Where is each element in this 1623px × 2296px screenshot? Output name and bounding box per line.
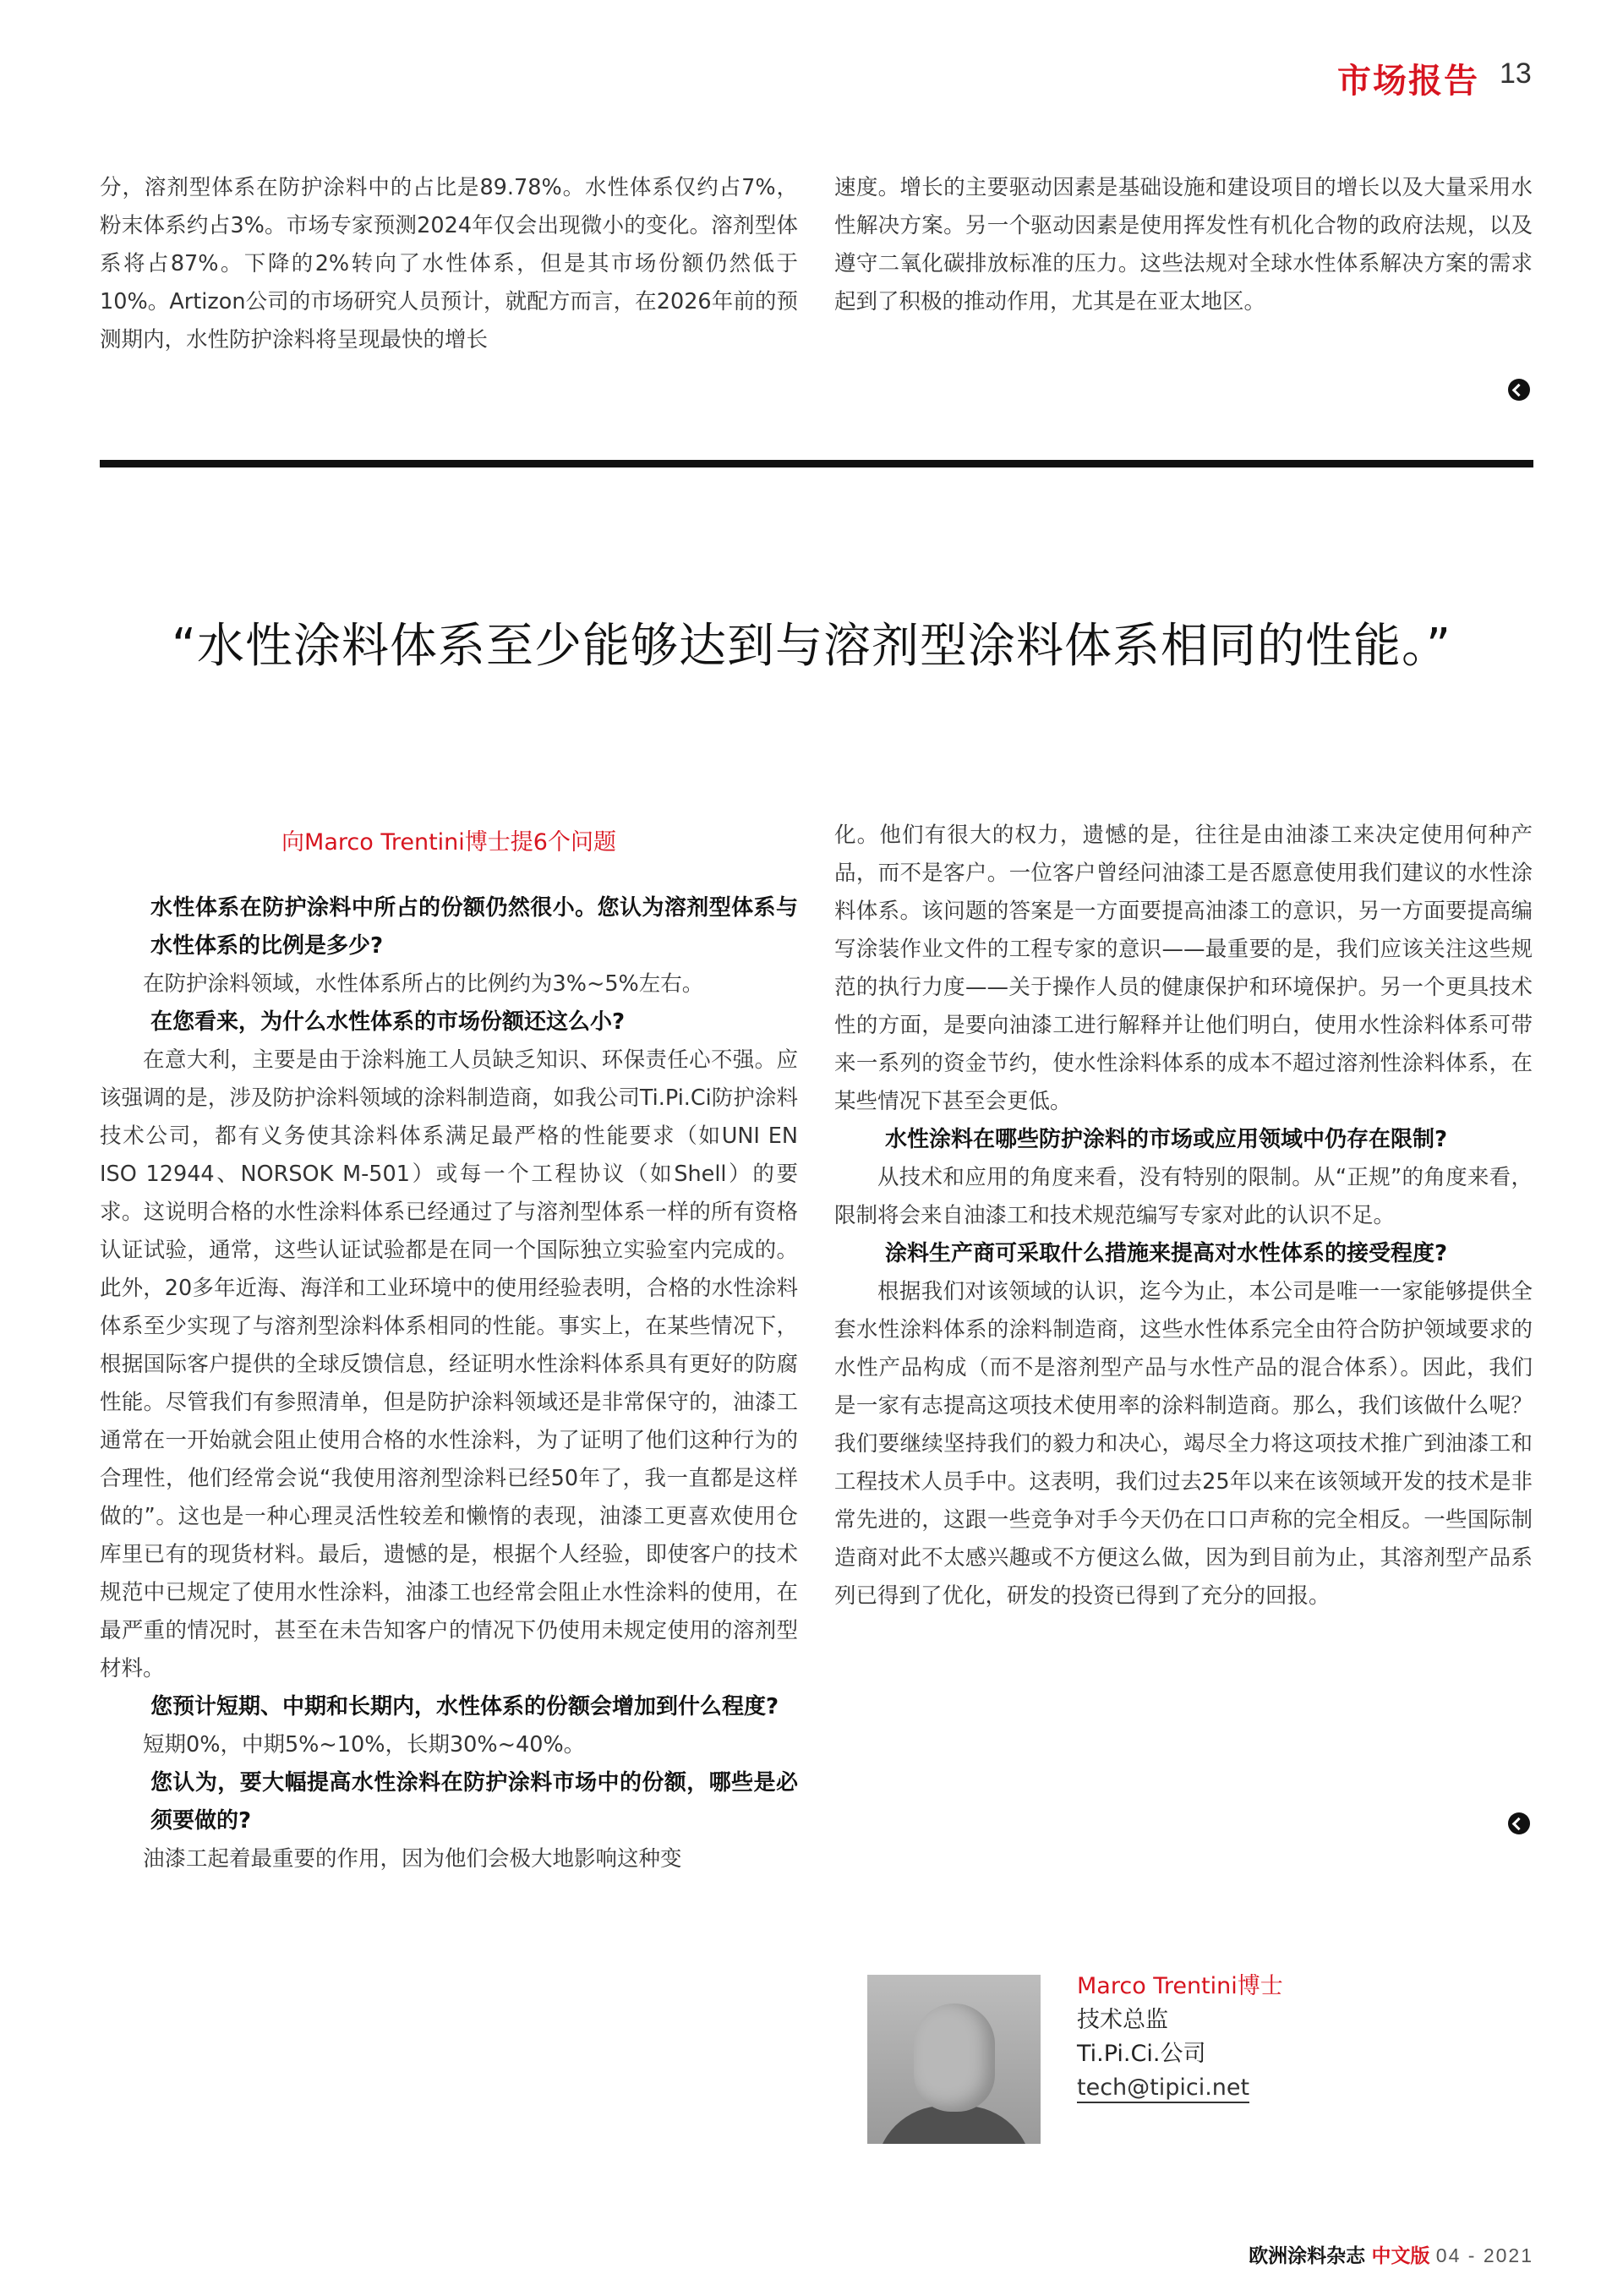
issue-number: 04 - 2021 bbox=[1435, 2244, 1533, 2266]
question-6: 涂料生产商可采取什么措施来提高对水性体系的接受程度? bbox=[885, 1241, 1448, 1266]
answer-4-continued: 化。他们有很大的权力，遗憾的是，往往是由油漆工来决定使用何种产品，而不是客户。一位客户曾经问油漆工是否愿意使用我们建议的水性涂料体系。该问题的答案是一方面要提高油漆工的意识，另一方面要提高编写涂装作业文件的工程专家的意识——最重要的是，我们应该关注这些规范的执行力度——关于操作人员的健康保护和环境保护。另一个更具技术性的方面，是要向油漆工进行解释并让他们明白，使用水性涂料体系可带来一系列的资金节约，使水性涂料体系的成本不超过溶剂性涂料体系，在某些情况下甚至会更低。 bbox=[834, 823, 1533, 1114]
chevron-left-circle-icon bbox=[1508, 379, 1530, 401]
author-email[interactable]: tech@tipici.net bbox=[1077, 2075, 1249, 2103]
section-divider bbox=[100, 460, 1533, 467]
top-right-text: 速度。增长的主要驱动因素是基础设施和建设项目的增长以及大量采用水性解决方案。另一个驱动因素是使用挥发性有机化合物的政府法规，以及遵守二氧化碳排放标准的压力。这些法规对全球水性体系解决方案的需求起到了积极的推动作用，尤其是在亚太地区。 bbox=[834, 175, 1533, 314]
photo-head bbox=[914, 2004, 995, 2112]
answer-6: 根据我们对该领域的认识，迄今为止，本公司是唯一一家能够提供全套水性涂料体系的涂料制造商，这些水性体系完全由符合防护领域要求的水性产品构成（而不是溶剂型产品与水性产品的混合体系）。因此，我们是一家有志提高这项技术使用率的涂料制造商。那么，我们该做什么呢？我们要继续坚持我们的毅力和决心，竭尽全力将这项技术推广到油漆工和工程技术人员手中。这表明，我们过去25年以来在该领域开发的技术是非常先进的，这跟一些竞争对手今天仍在口口声称的完全相反。一些国际制造商对此不太感兴趣或不方便这么做，因为到目前为止，其溶剂型产品系列已得到了优化，研发的投资已得到了充分的回报。 bbox=[834, 1279, 1533, 1609]
answer-2: 在意大利，主要是由于涂料施工人员缺乏知识、环保责任心不强。应该强调的是，涉及防护涂料领域的涂料制造商，如我公司Ti.Pi.Ci防护涂料技术公司，都有义务使其涂料体系满足最严格的性能要求（如UNI EN ISO 12944、NORSOK M-501）或每一个工程协议（如Shell）的要求。这说明合格的水性涂料体系已经通过了与溶剂型体系一样的所有资格认证试验，通常，这些认证试验都是在同一个国际独立实验室内完成的。此外，20多年近海、海洋和工业环境中的使用经验表明，合格的水性涂料体系至少实现了与溶剂型涂料体系相同的性能。事实上，在某些情况下，根据国际客户提供的全球反馈信息，经证明水性涂料体系具有更好的防腐性能。尽管我们有参照清单，但是防护涂料领域还是非常保守的，油漆工通常在一开始就会阻止使用合格的水性涂料，为了证明了他们这种行为的合理性，他们经常会说“我使用溶剂型涂料已经50年了，我一直都是这样做的”。这也是一种心理灵活性较差和懒惰的表现，油漆工更喜欢使用仓库里已有的现货材料。最后，遗憾的是，根据个人经验，即使客户的技术规范中已规定了使用水性涂料，油漆工也经常会阻止水性涂料的使用，在最严重的情况时，甚至在未告知客户的情况下仍使用未规定使用的溶剂型材料。 bbox=[100, 1047, 798, 1681]
top-column-right bbox=[834, 169, 1533, 321]
question-3: 您预计短期、中期和长期内，水性体系的份额会增加到什么程度? bbox=[150, 1694, 779, 1719]
answer-5: 从技术和应用的角度来看，没有特别的限制。从“正规”的角度来看，限制将会来自油漆工和技术规范编写专家对此的认识不足。 bbox=[834, 1165, 1533, 1228]
answer-4-start: 油漆工起着最重要的作用，因为他们会极大地影响这种变 bbox=[143, 1846, 682, 1872]
footer bbox=[1167, 2240, 1533, 2268]
author-name: Marco Trentini博士 bbox=[1077, 1973, 1283, 1999]
answer-3: 短期0%，中期5%~10%，长期30%~40%。 bbox=[143, 1732, 586, 1758]
interview-title: 向Marco Trentini博士提6个问题 bbox=[281, 829, 616, 856]
pull-quote: “水性涂料体系至少能够达到与溶剂型涂料体系相同的性能。” bbox=[171, 619, 1452, 674]
question-5: 水性涂料在哪些防护涂料的市场或应用领域中仍存在限制? bbox=[885, 1127, 1448, 1152]
author-role: 技术总监 bbox=[1077, 2007, 1168, 2033]
top-left-text: 分，溶剂型体系在防护涂料中的占比是89.78%。水性体系仅约占7%，粉末体系约占3%。市场专家预测2024年仅会出现微小的变化。溶剂型体系将占87%。下降的2%转向了水性体系，但是其市场份额仍然低于10%。Artizon公司的市场研究人员预计，就配方而言，在2026年前的预测期内，水性防护涂料将呈现最快的增长 bbox=[100, 175, 798, 353]
section-title: 市场报告 bbox=[1337, 62, 1479, 101]
author-bio bbox=[1077, 1970, 1283, 2105]
interview-column-left bbox=[100, 889, 798, 1878]
question-1: 水性体系在防护涂料中所占的份额仍然很小。您认为溶剂型体系与水性体系的比例是多少? bbox=[150, 895, 798, 959]
author-company: Ti.Pi.Ci.公司 bbox=[1077, 2041, 1206, 2067]
top-column-left bbox=[100, 169, 798, 359]
author-photo bbox=[867, 1975, 1041, 2144]
question-2: 在您看来，为什么水性体系的市场份额还这么小? bbox=[150, 1009, 626, 1035]
magazine-edition: 中文版 bbox=[1371, 2245, 1430, 2267]
interview-column-right bbox=[834, 817, 1533, 1615]
magazine-name: 欧洲涂料杂志 bbox=[1249, 2245, 1366, 2267]
question-4: 您认为，要大幅提高水性涂料在防护涂料市场中的份额，哪些是必须要做的? bbox=[150, 1770, 798, 1834]
chevron-left-circle-icon bbox=[1508, 1812, 1530, 1834]
answer-1: 在防护涂料领域，水性体系所占的比例约为3%~5%左右。 bbox=[143, 971, 704, 997]
page-number: 13 bbox=[1500, 57, 1532, 90]
